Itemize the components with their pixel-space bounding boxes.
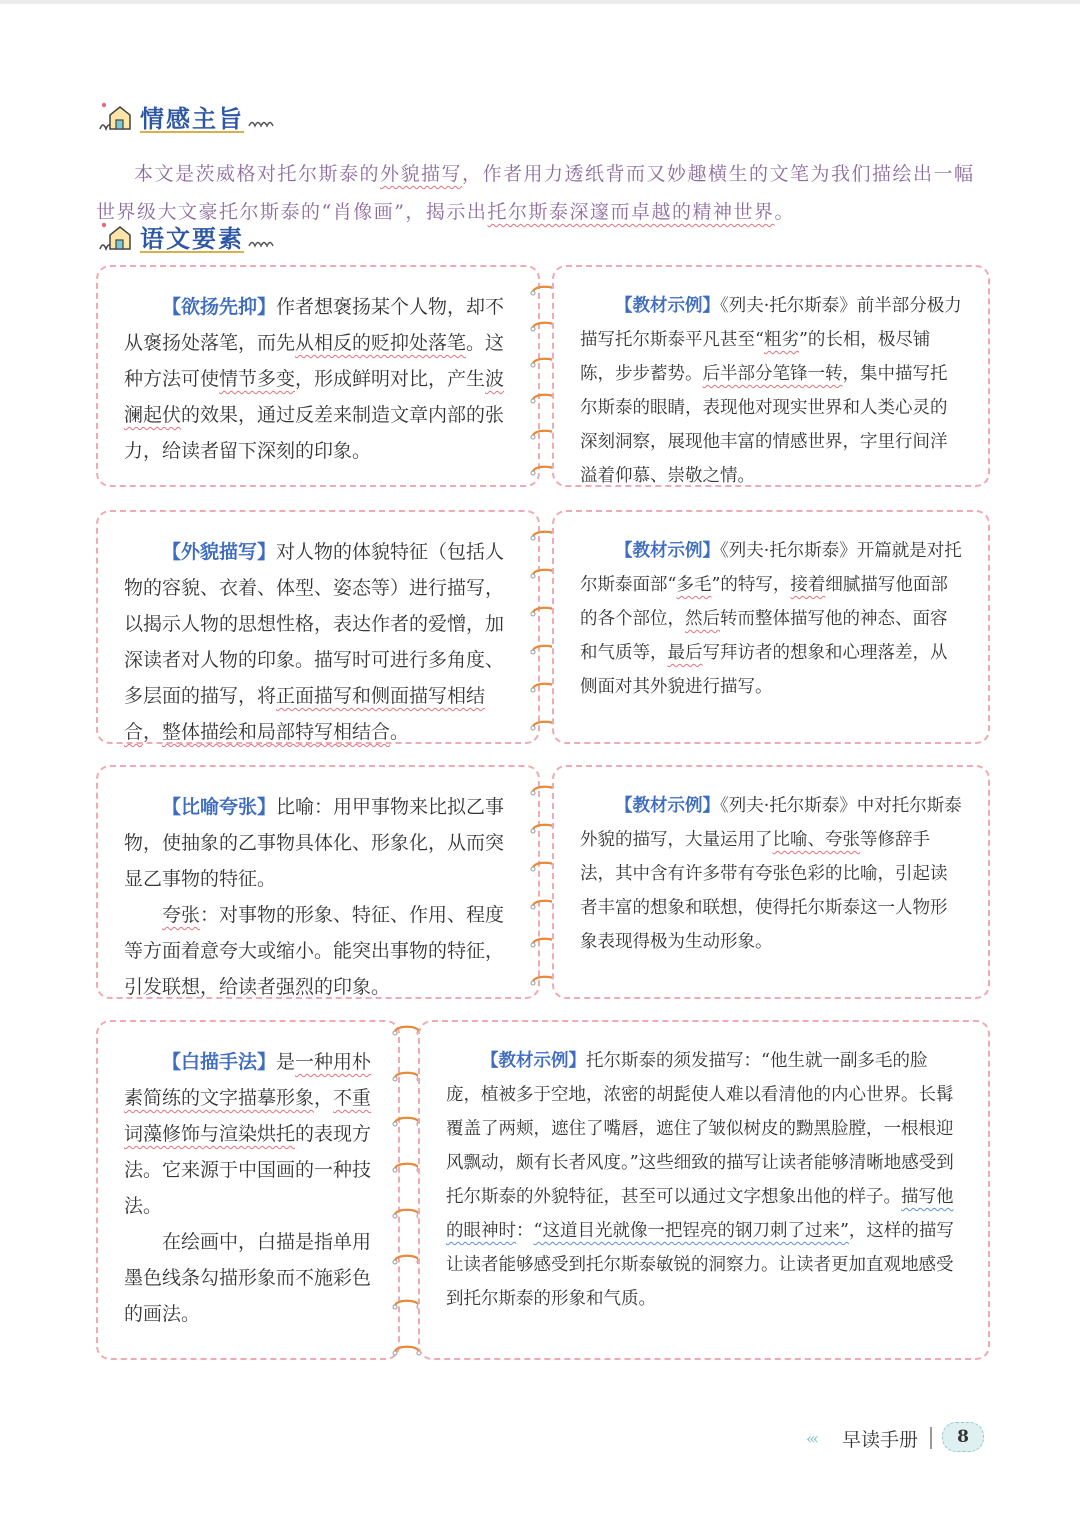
concept-paragraph <box>124 897 512 1005</box>
body-text: 比喻：用甲事物来比拟乙事物，使抽象的乙事物具体化、形象化，从而突显乙事物的特征。 <box>124 796 505 890</box>
term-label: 【教材示例】 <box>615 541 720 561</box>
body-text: 对人物的体貌特征（包括人物的容貌、衣着、体型、姿态等）进行描写，以揭示人物的思想性格，表达作者的爱憎，加深读者对人物的印象。描写时可进行多角度、多层面的描写，将 <box>124 541 505 707</box>
theme-section-header <box>96 96 276 136</box>
body-text: 是 <box>276 1051 296 1073</box>
emphasis-text: 接着 <box>790 575 826 595</box>
body-text: 转而整体描写他的神态、面容和气质等， <box>580 609 948 663</box>
double-chevron-left-icon: ‹‹‹ <box>806 1429 817 1448</box>
example-card-1 <box>552 265 990 487</box>
term-label: 【外貌描写】 <box>162 541 277 563</box>
emphasis-text: 不重词藻修饰与渲染烘托 <box>124 1087 372 1145</box>
body-text: 本文是茨威格对托尔斯泰的 <box>134 163 381 185</box>
footer-book-title: 早读手册 <box>842 1429 919 1451</box>
body-text: 细腻描写他面部的各个部位， <box>580 575 948 629</box>
body-text: 。 <box>774 201 795 223</box>
emphasis-text: 一种用朴素简练的文字描摹形象 <box>124 1051 372 1109</box>
emphasis-text: 夸张 <box>162 904 201 926</box>
body-text: ”的特写， <box>711 575 791 595</box>
body-text: ，形成鲜明对比，产生 <box>295 368 486 390</box>
example-card-2 <box>552 510 990 744</box>
emphasis-text: 多毛 <box>676 575 712 595</box>
term-label: 【白描手法】 <box>162 1051 277 1073</box>
body-text: 《列夫·托尔斯泰》开篇就是对托尔斯泰面部“ <box>580 541 962 595</box>
emphasis-text: 然后 <box>685 609 720 629</box>
emphasis-text: 整体描绘和局部特写相结合 <box>162 721 391 743</box>
house-pencil-icon <box>96 99 136 133</box>
example-paragraph <box>580 789 962 959</box>
page-number: 8 <box>942 1422 984 1452</box>
body-text: ：对事物的形象、特征、作用、程度等方面着意夸大或缩小。能突出事物的特征，引发联想，给读者强烈的印象。 <box>124 904 505 998</box>
wave-deco-icon <box>248 236 276 250</box>
body-text: 的表现方法。它来源于中国画的一种技法。 <box>124 1123 372 1217</box>
concept-card-baimiaoshoufa <box>96 1020 400 1360</box>
concept-card-waimaomiaoxie <box>96 510 540 744</box>
concept-paragraph <box>124 289 512 469</box>
wave-deco-icon <box>248 116 276 130</box>
term-label: 【比喻夸张】 <box>162 796 277 818</box>
emphasis-text: 比喻、夸张 <box>772 830 860 850</box>
emphasis-text: 外貌描写 <box>380 163 463 185</box>
house-pencil-icon <box>96 219 136 253</box>
concept-paragraph <box>124 534 512 750</box>
emphasis-text: 最后 <box>667 643 703 663</box>
concept-paragraph <box>124 789 512 897</box>
emphasis-text: 正面描写和侧面描写相结合 <box>124 685 486 743</box>
elements-section-header <box>96 216 276 256</box>
body-text: ， <box>143 721 163 743</box>
body-text: ： <box>516 1221 534 1241</box>
emphasis-text: “这道目光就像一把锃亮的钢刀刺了过来” <box>533 1221 849 1241</box>
body-text: 。 <box>390 721 410 743</box>
concept-paragraph <box>124 1044 372 1224</box>
emphasis-text: 情节多变 <box>219 368 296 390</box>
emphasis-text: 托尔斯泰深邃而卓越的精神世界 <box>487 201 775 223</box>
body-text: 《列夫·托尔斯泰》中对托尔斯泰外貌的描写，大量运用了 <box>580 796 962 850</box>
elements-heading: 语文要素 <box>140 224 244 253</box>
body-text: ”的长相，极尽铺陈，步步蓄势。 <box>580 330 931 384</box>
body-text: 作者想褒扬某个人物，却不从褒扬处落笔，而先 <box>124 296 505 354</box>
term-label: 【欲扬先抑】 <box>162 296 277 318</box>
term-label: 【教材示例】 <box>615 796 720 816</box>
term-label: 【教材示例】 <box>615 296 720 316</box>
theme-heading: 情感主旨 <box>140 104 244 133</box>
page-footer <box>0 1421 1080 1455</box>
body-text: 。这种方法可使 <box>124 332 505 390</box>
top-edge-line <box>0 0 1080 4</box>
concept-card-biyukuazhang <box>96 765 540 999</box>
body-text: ， <box>314 1087 334 1109</box>
body-text: ，作者用力透纸背而又妙趣横生的文笔为我们描绘出一幅世界级大文豪托尔斯泰的“肖像画”，揭示出 <box>96 163 975 223</box>
body-text: ，集中描写托尔斯泰的眼睛，表现他对现实世界和人类心灵的深刻洞察，展现他丰富的情感世界，字里行间洋溢着仰慕、崇敬之情。 <box>580 364 948 486</box>
example-card-4 <box>418 1020 990 1360</box>
emphasis-text: 从相反的贬抑处落笔 <box>295 332 467 354</box>
term-label: 【教材示例】 <box>481 1051 586 1071</box>
body-text: 《列夫·托尔斯泰》前半部分极力描写托尔斯泰平凡甚至“ <box>580 296 962 350</box>
emphasis-text: 描写他的眼神时 <box>446 1187 954 1241</box>
footer-separator <box>930 1427 932 1449</box>
emphasis-text: 波澜起伏 <box>124 368 505 426</box>
body-text: 在绘画中，白描是指单用墨色线条勾描形象而不施彩色的画法。 <box>124 1231 372 1325</box>
body-text: 托尔斯泰的须发描写：“他生就一副多毛的脸庞，植被多于空地，浓密的胡髭使人难以看清他的内心世界。长髯覆盖了两颊，遮住了嘴唇，遮住了皱似树皮的黝黑脸膛，一根根迎风飘动，颇有长者风度。”这些细致的描写让读者能够清晰地感受到托尔斯泰的外貌特征，甚至可以通过文字想象出他的样子。 <box>446 1051 954 1207</box>
example-card-3 <box>552 765 990 999</box>
example-paragraph <box>580 534 962 704</box>
emphasis-text: 粗劣 <box>763 330 799 350</box>
body-text: 的效果，通过反差来制造文章内部的张力，给读者留下深刻的印象。 <box>124 404 505 462</box>
example-paragraph <box>446 1044 962 1316</box>
emphasis-text: 后半部分笔锋一转 <box>702 364 843 384</box>
body-text: ，这样的描写让读者能够感受到托尔斯泰敏锐的洞察力。让读者更加直观地感受到托尔斯泰的形象和气质。 <box>446 1221 954 1309</box>
concept-card-yuyangxianyi <box>96 265 540 487</box>
body-text: 等修辞手法，其中含有许多带有夸张色彩的比喻，引起读者丰富的想象和联想，使得托尔斯泰这一人物形象表现得极为生动形象。 <box>580 830 948 952</box>
example-paragraph <box>580 289 962 493</box>
body-text: 写拜访者的想象和心理落差，从侧面对其外貌进行描写。 <box>580 643 948 697</box>
concept-paragraph <box>124 1224 372 1332</box>
